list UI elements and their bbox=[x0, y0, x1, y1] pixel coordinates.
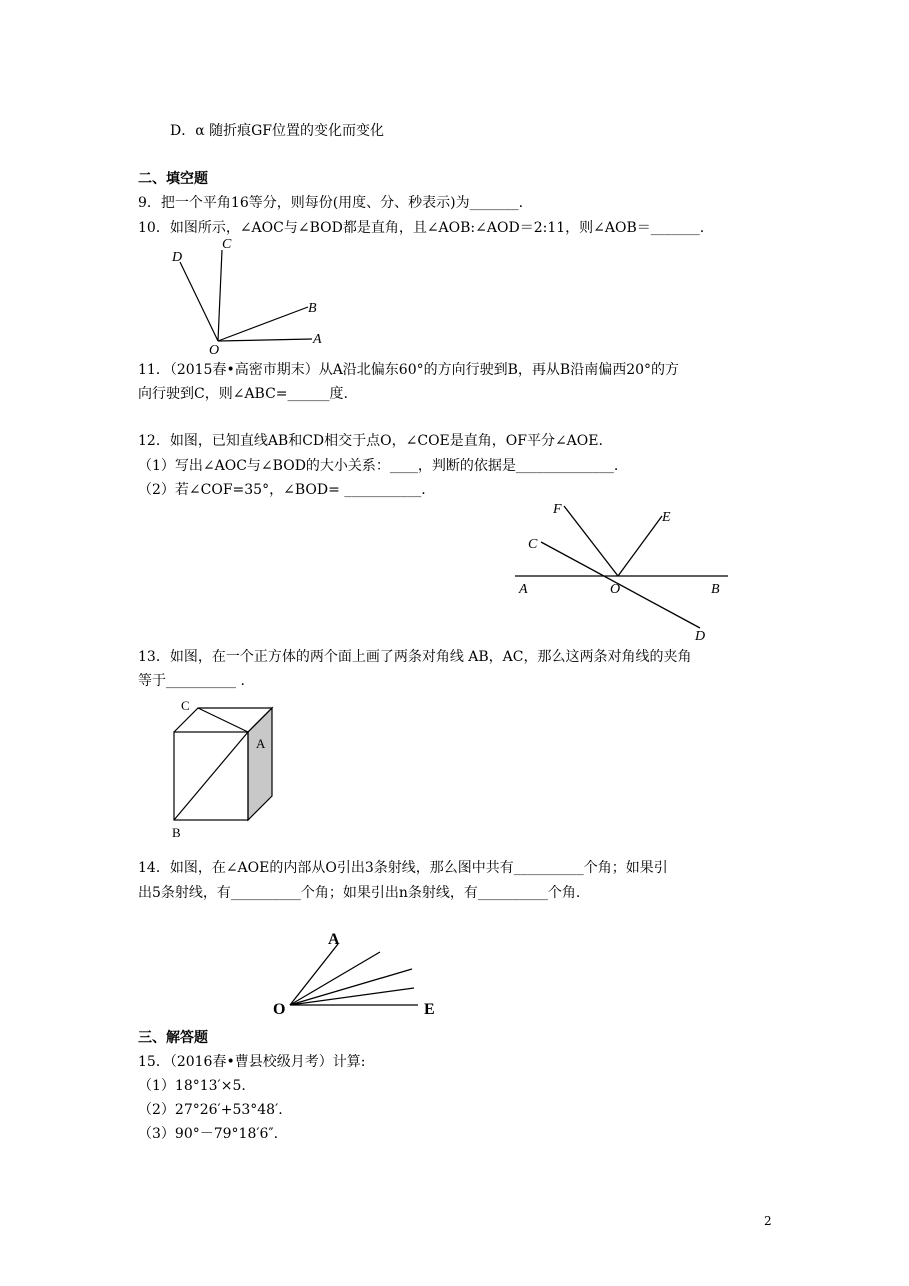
fig13-label-a: A bbox=[256, 736, 266, 751]
fig14-label-e: E bbox=[424, 1001, 435, 1018]
figure-q12-intersecting-lines bbox=[505, 495, 735, 645]
fig14-label-o: O bbox=[273, 1001, 286, 1018]
question-12-part2: （2）若∠COF=35°，∠BOD= ___________. bbox=[138, 482, 426, 498]
figure-q10-angles bbox=[160, 232, 340, 357]
fig12-label-o: O bbox=[610, 582, 621, 597]
figure-q14-rays bbox=[265, 922, 445, 1022]
fig10-label-c: C bbox=[222, 237, 232, 252]
fig14-label-a: A bbox=[328, 931, 340, 948]
fig12-label-d: D bbox=[695, 629, 706, 644]
question-15: 15．（2016春•曹县校级月考）计算: bbox=[138, 1054, 366, 1070]
question-15-part2: （2）27°26′+53°48′. bbox=[138, 1102, 283, 1118]
section-answer-heading: 三、解答题 bbox=[138, 1030, 208, 1046]
question-10: 10．如图所示，∠AOC与∠BOD都是直角，且∠AOB:∠AOD＝2:11，则∠AOB＝_______. bbox=[138, 220, 705, 236]
question-11-line2: 向行驶到C，则∠ABC=______度. bbox=[138, 386, 348, 402]
fig12-label-b: B bbox=[711, 582, 720, 597]
fig10-label-b: B bbox=[308, 301, 317, 316]
question-9: 9．把一个平角16等分，则每份(用度、分、秒表示)为_______. bbox=[138, 195, 524, 211]
fig10-label-o: O bbox=[209, 343, 220, 357]
question-15-part3: （3）90°－79°18′6″. bbox=[138, 1126, 279, 1142]
question-12-part1: （1）写出∠AOC与∠BOD的大小关系：____，判断的依据是______________. bbox=[138, 458, 619, 474]
question-13-line2: 等于__________ . bbox=[138, 673, 245, 689]
fig10-label-d: D bbox=[172, 250, 183, 265]
q8-option-d: D．α 随折痕GF位置的变化而变化 bbox=[170, 123, 385, 139]
fig12-label-a: A bbox=[519, 582, 528, 597]
figure-q13-cube bbox=[165, 692, 280, 842]
question-11-line1: 11．（2015春•高密市期末）从A沿北偏东60°的方向行驶到B，再从B沿南偏西20°的方 bbox=[138, 362, 680, 378]
fig10-label-a: A bbox=[313, 332, 322, 347]
question-14-line2: 出5条射线，有__________个角；如果引出n条射线，有__________个角. bbox=[138, 885, 581, 901]
question-12: 12．如图，已知直线AB和CD相交于点O，∠COE是直角，OF平分∠AOE. bbox=[138, 433, 603, 449]
page-number: 2 bbox=[764, 1214, 772, 1228]
fig12-label-c: C bbox=[528, 537, 538, 552]
fig13-label-b: B bbox=[172, 825, 181, 840]
question-14-line1: 14．如图，在∠AOE的内部从O引出3条射线，那么图中共有__________个角；如果引 bbox=[138, 860, 668, 876]
fig12-label-f: F bbox=[553, 502, 562, 517]
question-15-part1: （1）18°13′×5. bbox=[138, 1078, 246, 1094]
fig12-label-e: E bbox=[662, 510, 671, 525]
fig13-label-c: C bbox=[181, 698, 190, 713]
section-fill-blank-heading: 二、填空题 bbox=[138, 171, 208, 187]
question-13-line1: 13．如图，在一个正方体的两个面上画了两条对角线 AB，AC，那么这两条对角线的夹角 bbox=[138, 649, 692, 665]
